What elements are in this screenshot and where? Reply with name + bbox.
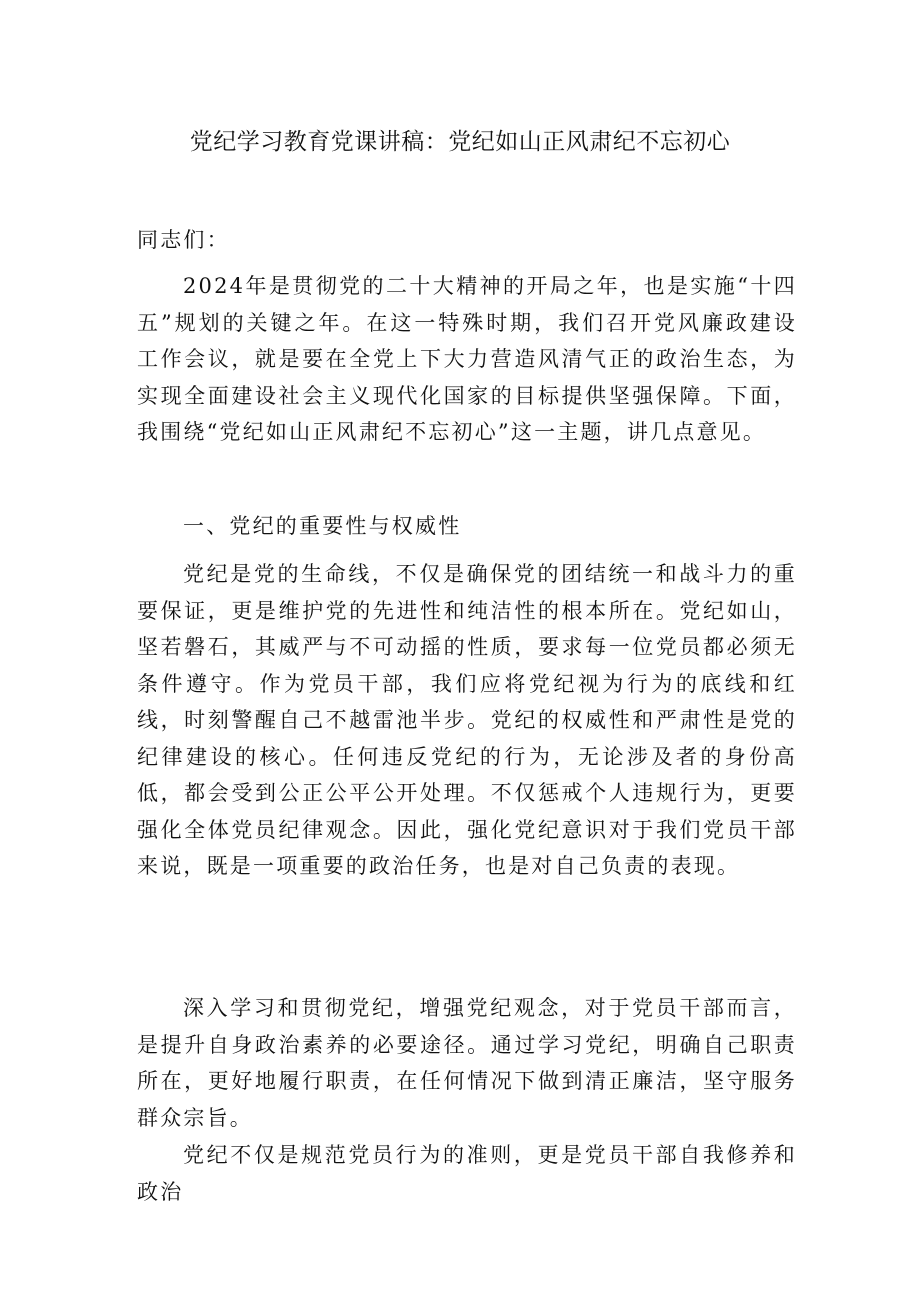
section-heading-1: 一、党纪的重要性与权威性 (183, 514, 462, 538)
greeting: 同志们： (137, 228, 230, 252)
paragraph-section1-study: 深入学习和贯彻党纪，增强党纪观念，对于党员干部而言，是提升自身政治素养的必要途径。通过学习党纪，明确自己职责所在，更好地履行职责，在任何情况下做到清正廉洁，坚守服务群众宗旨。 (137, 996, 797, 1130)
paragraph-section1-main: 党纪是党的生命线，不仅是确保党的团结统一和战斗力的重要保证，更是维护党的先进性和纯洁性的根本所在。党纪如山，坚若磐石，其威严与不可动摇的性质，要求每一位党员都必须无条件遵守。作为党员干部，我们应将党纪视为行为的底线和红线，时刻警醒自己不越雷池半步。党纪的权威性和严肃性是党的纪律建设的核心。任何违反党纪的行为，无论涉及者的身份高低，都会受到公正公平公开处理。不仅惩戒个人违规行为，更要强化全体党员纪律观念。因此，强化党纪意识对于我们党员干部来说，既是一项重要的政治任务，也是对自己负责的表现。 (137, 562, 797, 878)
paragraph-intro: 2024年是贯彻党的二十大精神的开局之年，也是实施“十四五”规划的关键之年。在这一特殊时期，我们召开党风廉政建设工作会议，就是要在全党上下大力营造风清气正的政治生态，为实现全面建设社会主义现代化国家的目标提供坚强保障。下面，我围绕“党纪如山正风肃纪不忘初心”这一主题，讲几点意见。 (137, 274, 797, 444)
document-title: 党纪学习教育党课讲稿：党纪如山正风肃纪不忘初心 (189, 129, 731, 155)
paragraph-section1-continued: 党纪不仅是规范党员行为的准则，更是党员干部自我修养和政治 (137, 1143, 797, 1204)
